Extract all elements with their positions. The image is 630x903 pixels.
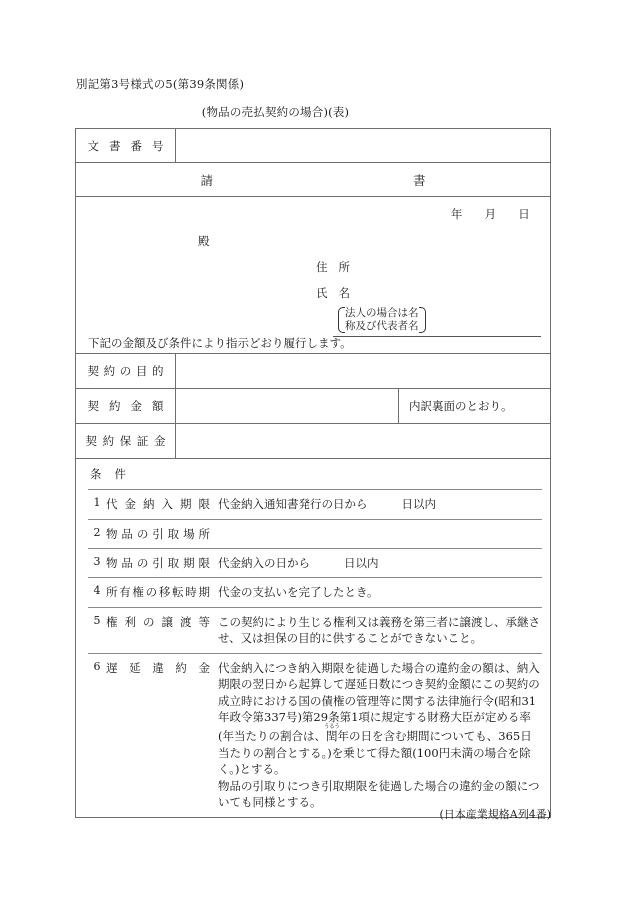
contract-deposit-label: 契約保証金 (76, 424, 176, 458)
form-title-right: 書 (413, 172, 426, 188)
form-code: 別記第3号様式の5(第39条関係) (76, 77, 245, 91)
address-block-row (76, 197, 550, 354)
corporate-name-note (338, 307, 426, 333)
signature-underline[interactable] (333, 336, 541, 337)
document-number-label: 文書番号 (76, 129, 176, 162)
main-form-table (75, 128, 551, 818)
contract-deposit-input[interactable] (176, 424, 550, 458)
form-title-row (76, 163, 550, 197)
contract-deposit-row (76, 424, 550, 459)
condition-row-5 (88, 607, 542, 653)
contract-amount-label: 契約金額 (76, 389, 176, 423)
form-title (76, 171, 550, 189)
condition-row-4 (88, 577, 542, 607)
corporate-note-line-2: 称及び代表者名 (345, 320, 419, 332)
contract-purpose-row (76, 354, 550, 389)
condition-label: 所有権の移転時期 (106, 585, 210, 599)
condition-row-1 (88, 489, 542, 519)
condition-body-paragraph-2: 物品の引取りにつき引取期限を徒過した場合の違約金の額についても同様とする。 (218, 778, 540, 809)
condition-number: 3 (93, 554, 101, 568)
contract-amount-row (76, 389, 550, 424)
corporate-note-line-1: 法人の場合は名 (345, 307, 419, 319)
addressee-honorific: 殿 (198, 234, 210, 248)
condition-row-6 (88, 653, 542, 817)
contract-purpose-input[interactable] (176, 354, 550, 388)
ruby-annotation: 閏うるう (323, 724, 340, 743)
document-number-input[interactable] (176, 129, 550, 162)
condition-body-paragraph-1: 代金納入につき納入期限を徒過した場合の違約金の額は、納入期限の翌日から起算して遅延日数につき契約金額にこの契約の成立時における国の債権の管理等に関する法律施行令(昭和31年政令第337号)第29条第1項に規定する財務大臣が定める率(年当たりの割合は、閏うるう年の日を含む期間についても、365日当たりの割合とする。)を乗じて得た額(100円未満の場合を除く。)とする。 (218, 660, 540, 776)
undertaking-statement: 下記の金額及び条件により指示どおり履行します。 (88, 336, 352, 350)
paper-size-note: (日本産業規格A列4番) (439, 808, 551, 821)
condition-label: 遅延違約金 (106, 660, 210, 675)
contract-purpose-label: 契約の目的 (76, 354, 176, 388)
contract-amount-note: 内訳裏面のとおり。 (409, 399, 513, 413)
condition-body (218, 660, 542, 811)
contract-amount-input[interactable] (176, 389, 399, 423)
condition-row-3 (88, 548, 542, 578)
conditions-section (76, 459, 550, 817)
conditions-header: 条件 (90, 467, 126, 481)
document-number-row (76, 129, 550, 163)
name-field-label: 氏名 (316, 286, 350, 300)
condition-label: 物品の引取場所 (106, 526, 210, 541)
date-year-label: 年 (450, 207, 463, 221)
brace-left-icon (338, 307, 345, 333)
date-month-label: 月 (484, 207, 497, 221)
form-subtitle: (物品の売払契約の場合)(表) (201, 105, 350, 119)
condition-number: 5 (93, 613, 101, 627)
condition-body: 代金納入の日から 日以内 (218, 555, 379, 570)
date-line[interactable] (451, 206, 530, 222)
condition-body: この契約により生じる権利又は義務を第三者に譲渡し、承継させ、又は担保の目的に供することができないこと。 (218, 614, 540, 645)
condition-number: 1 (93, 496, 101, 509)
condition-number: 2 (93, 525, 101, 539)
condition-label: 代金納入期限 (106, 497, 210, 511)
date-day-label: 日 (518, 207, 530, 221)
form-title-left: 請 (200, 172, 213, 188)
condition-body[interactable] (218, 526, 542, 542)
condition-label: 物品の引取期限 (106, 555, 210, 570)
address-field-label: 住所 (316, 260, 350, 274)
condition-number: 6 (93, 659, 101, 673)
brace-right-icon (419, 307, 426, 333)
condition-label: 権利の譲渡等 (106, 614, 210, 629)
condition-number: 4 (93, 584, 101, 597)
condition-body: 代金納入通知書発行の日から 日以内 (218, 497, 436, 511)
condition-row-2 (88, 519, 542, 548)
condition-body: 代金の支払いを完了したとき。 (218, 585, 379, 599)
